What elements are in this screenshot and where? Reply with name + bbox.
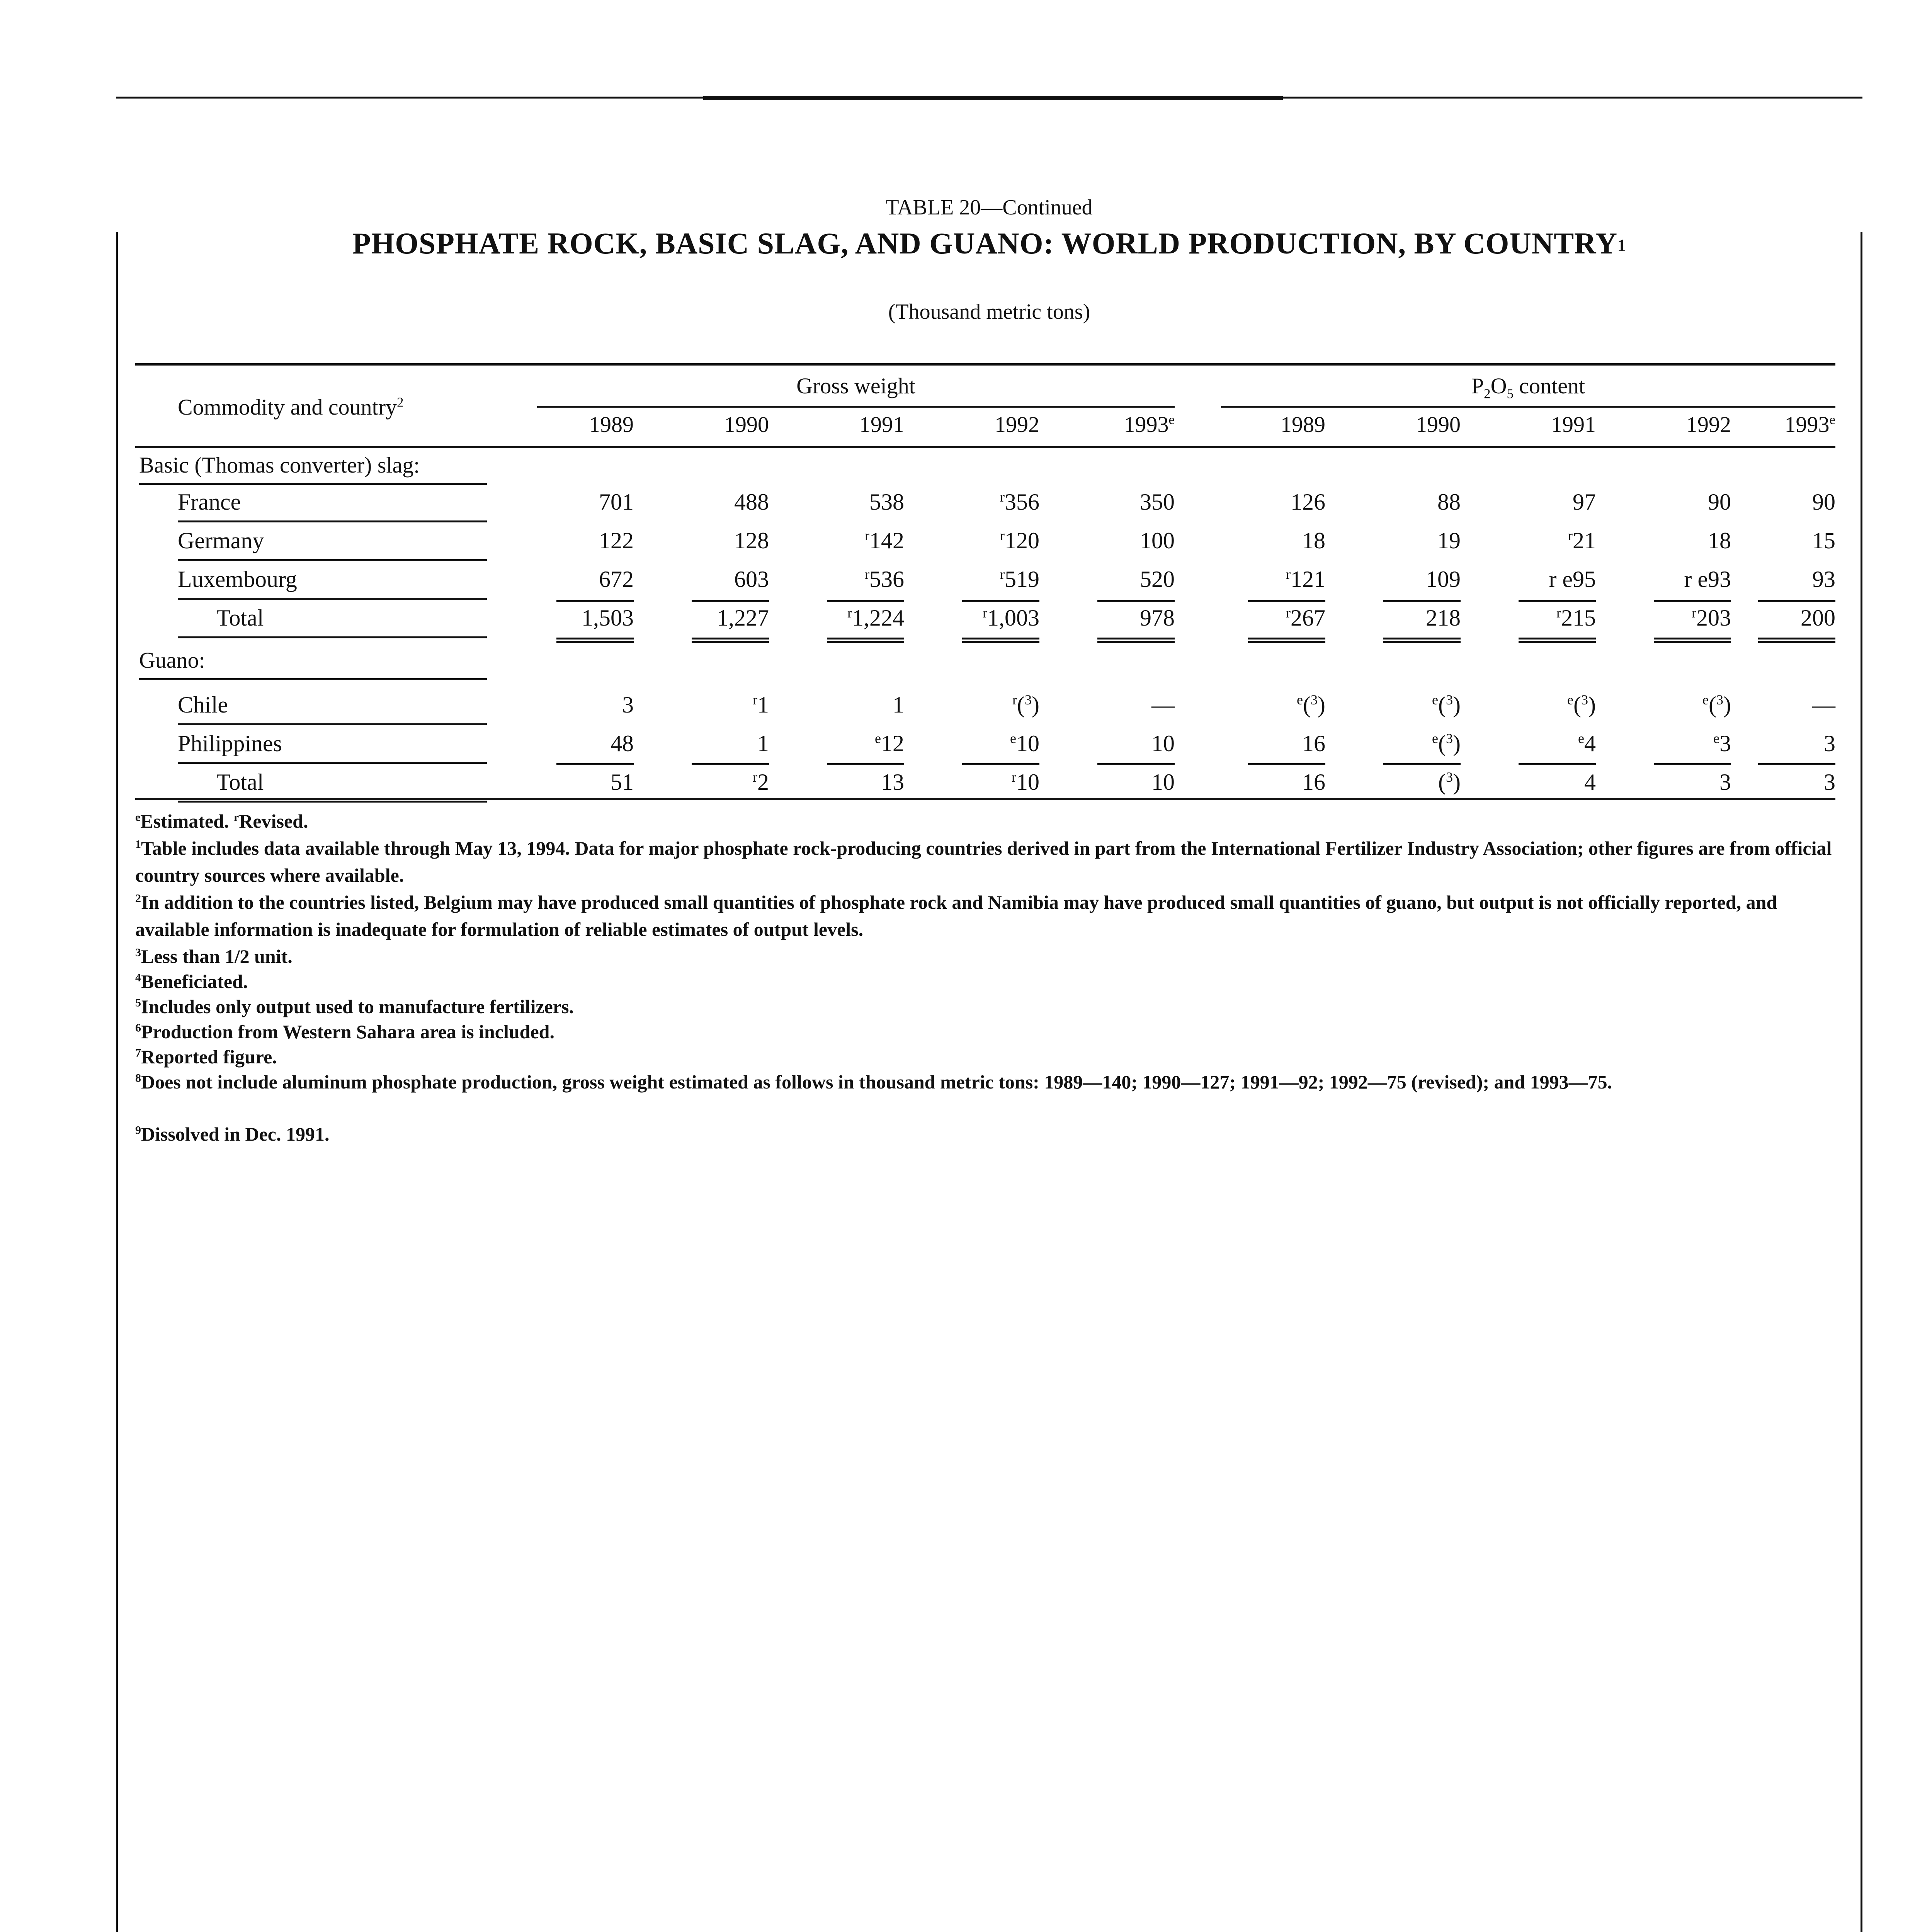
gross-weight-header: Gross weight — [796, 373, 915, 398]
subtotal-rule — [1097, 600, 1175, 602]
total-double-rule — [556, 638, 634, 643]
table-cell: 10 — [1151, 769, 1175, 795]
year-header: 1991 — [1551, 412, 1596, 437]
table-cell: r e95 — [1549, 566, 1596, 592]
table-cell: $^e$($^3$) — [1702, 692, 1731, 718]
table-cell: $^r$1,003 — [983, 605, 1039, 631]
table-cell: 10 — [1151, 731, 1175, 756]
table-cell: $^r$267 — [1286, 605, 1325, 631]
total-double-rule — [1097, 638, 1175, 643]
table-cell: 3 — [1824, 731, 1835, 756]
p2o5-p: P — [1471, 373, 1484, 398]
table-cell: 350 — [1140, 489, 1175, 515]
table-cell: 218 — [1426, 605, 1461, 631]
subtotal-rule — [1248, 763, 1325, 765]
subtotal-rule — [1519, 600, 1596, 602]
table-cell: 15 — [1812, 528, 1835, 553]
guano-row-label: Philippines — [178, 731, 282, 756]
table-cell: 3 — [1719, 769, 1731, 795]
total-double-rule — [962, 638, 1039, 643]
table-label: TABLE 20—Continued — [886, 196, 1093, 219]
subtotal-rule — [1383, 600, 1461, 602]
table-cell: 4 — [1584, 769, 1596, 795]
year-header: 1993e — [1784, 412, 1835, 437]
subtotal-rule — [1383, 763, 1461, 765]
table-cell: $^r$1 — [753, 692, 769, 718]
table-cell: 603 — [734, 566, 769, 592]
table-cell: 18 — [1302, 528, 1325, 553]
table-cell: 97 — [1573, 489, 1596, 515]
right-side-rule — [1861, 232, 1862, 1932]
row-label-rule — [178, 520, 487, 522]
table-cell: 122 — [599, 528, 634, 553]
table-cell: $^r$203 — [1692, 605, 1731, 631]
subtotal-rule — [962, 600, 1039, 602]
year-header: 1989 — [1281, 412, 1325, 437]
table-cell: $^e$10 — [1010, 731, 1039, 756]
footnote: $^1$Table includes data available through May 13, 1994. Data for major phosphate rock-producing countries derived in part from the International Fertilizer Industry Association; other figures are from official country sources where available. — [135, 837, 1832, 886]
row-label-rule — [178, 762, 487, 764]
gross-group-rule — [537, 406, 1175, 408]
subtotal-rule — [1654, 763, 1731, 765]
table-cell: 3 — [622, 692, 634, 718]
p2o5-sub1: 2 — [1484, 386, 1491, 401]
table-cell: 1,227 — [717, 605, 769, 631]
table-cell: $^e$($^3$) — [1297, 692, 1325, 718]
row-label-rule — [178, 636, 487, 638]
table-cell: 48 — [611, 731, 634, 756]
table-cell: 128 — [734, 528, 769, 553]
subtotal-rule — [1758, 763, 1835, 765]
year-header: 1992 — [995, 412, 1039, 437]
table-cell: 90 — [1812, 489, 1835, 515]
stub-header-footnote-ref: 2 — [397, 395, 404, 410]
subtotal-rule — [962, 763, 1039, 765]
table-cell: $^r$10 — [1012, 769, 1039, 795]
table-cell: 13 — [881, 769, 904, 795]
table-cell: 672 — [599, 566, 634, 592]
header-bottom-rule — [135, 446, 1835, 448]
table-cell: $^e$($^3$) — [1567, 692, 1596, 718]
year-header: 1989 — [589, 412, 634, 437]
table-cell: 100 — [1140, 528, 1175, 553]
table-cell: 16 — [1302, 769, 1325, 795]
stub-header — [178, 394, 403, 420]
year-header: 1991 — [859, 412, 904, 437]
table-cell: — — [1151, 692, 1175, 718]
row-label-rule — [178, 801, 487, 803]
subtotal-rule — [692, 763, 769, 765]
table-cell: $^r$121 — [1286, 566, 1325, 592]
subtotal-rule — [1519, 763, 1596, 765]
table-cell: 18 — [1708, 528, 1731, 553]
year-header: 1993e — [1124, 412, 1175, 437]
table-title-footnote-ref: 1 — [1617, 236, 1626, 255]
table-cell: 200 — [1801, 605, 1835, 631]
row-label-rule — [178, 559, 487, 561]
table-cell: $^r$($^3$) — [1012, 692, 1039, 718]
table-cell: 88 — [1437, 489, 1461, 515]
p2o5-suffix: content — [1513, 373, 1585, 398]
table-cell: 701 — [599, 489, 634, 515]
subtotal-rule — [1097, 763, 1175, 765]
table-cell: $^r$1,224 — [847, 605, 904, 631]
table-cell: — — [1812, 692, 1835, 718]
table-cell: 1,503 — [582, 605, 634, 631]
slag-row-label: Luxembourg — [178, 566, 297, 592]
footnote: $^4$Beneficiated. — [135, 971, 248, 992]
table-cell: $^r$21 — [1568, 528, 1596, 553]
total-double-rule — [1654, 638, 1731, 643]
total-double-rule — [692, 638, 769, 643]
total-double-rule — [1248, 638, 1325, 643]
table-title-text: PHOSPHATE ROCK, BASIC SLAG, AND GUANO: WORLD PRODUCTION, BY COUNTRY — [352, 226, 1618, 260]
table-title — [116, 226, 1862, 261]
table-cell: 51 — [611, 769, 634, 795]
year-header: 1992 — [1686, 412, 1731, 437]
table-cell: $^r$142 — [865, 528, 904, 553]
section-rule — [139, 678, 487, 680]
footnote: $^8$Does not include aluminum phosphate production, gross weight estimated as follows in thousand metric tons: 1989—140; 1990—127; 1991—92; 1992—75 (revised); and 1993—75. — [135, 1071, 1612, 1093]
table-cell: 538 — [869, 489, 904, 515]
table-cell: 126 — [1291, 489, 1325, 515]
footnote: $^e$Estimated. $^r$Revised. — [135, 810, 308, 832]
row-label-rule — [178, 598, 487, 600]
p2o5-sub2: 5 — [1507, 386, 1514, 401]
row-label-rule — [178, 723, 487, 725]
stub-header-text: Commodity and country — [178, 395, 397, 420]
table-cell: 109 — [1426, 566, 1461, 592]
total-double-rule — [1519, 638, 1596, 643]
table-cell: ($^3$) — [1438, 769, 1461, 795]
footnote: $^2$In addition to the countries listed, Belgium may have produced small quantities of phosphate rock and Namibia may have produced small quantities of guano, but output is not officially reported, and available information is inadequate for formulation of reliable estimates of output levels. — [135, 891, 1777, 940]
table-cell: 93 — [1812, 566, 1835, 592]
total-double-rule — [827, 638, 904, 643]
table-cell: $^e$3 — [1713, 731, 1731, 756]
year-header: 1990 — [1416, 412, 1461, 437]
slag-row-label: Total — [216, 605, 264, 631]
guano-row-label: Total — [216, 769, 264, 795]
subtotal-rule — [1654, 600, 1731, 602]
table-cell: 16 — [1302, 731, 1325, 756]
footnote: $^7$Reported figure. — [135, 1046, 277, 1068]
section-rule — [139, 483, 487, 485]
footnote: $^9$Dissolved in Dec. 1991. — [135, 1123, 330, 1145]
section-label-slag: Basic (Thomas converter) slag: — [139, 452, 420, 478]
table-cell: 1 — [893, 692, 904, 718]
footnote: $^3$Less than 1/2 unit. — [135, 946, 293, 967]
subtotal-rule — [556, 600, 634, 602]
year-header: 1990 — [724, 412, 769, 437]
table-units: (Thousand metric tons) — [888, 300, 1090, 324]
table-cell: $^r$120 — [1000, 528, 1039, 553]
table-cell: 520 — [1140, 566, 1175, 592]
table-cell: $^r$215 — [1556, 605, 1596, 631]
table-cell: 488 — [734, 489, 769, 515]
table-cell: $^e$($^3$) — [1432, 731, 1461, 756]
subtotal-rule — [827, 763, 904, 765]
table-cell: $^r$536 — [865, 566, 904, 592]
guano-row-label: Chile — [178, 692, 228, 718]
table-cell: 1 — [757, 731, 769, 756]
table-cell: 3 — [1824, 769, 1835, 795]
table-cell: r e93 — [1684, 566, 1731, 592]
p2o5-content-header — [1221, 373, 1835, 402]
subtotal-rule — [1758, 600, 1835, 602]
section-label-guano: Guano: — [139, 648, 205, 673]
slag-row-label: Germany — [178, 528, 264, 553]
table-cell: 978 — [1140, 605, 1175, 631]
footnote: $^6$Production from Western Sahara area is included. — [135, 1021, 554, 1043]
subtotal-rule — [556, 763, 634, 765]
table-cell: $^e$12 — [875, 731, 904, 756]
p2o5-o: O — [1490, 373, 1507, 398]
subtotal-rule — [827, 600, 904, 602]
total-double-rule — [1758, 638, 1835, 643]
table-bottom-rule — [135, 798, 1835, 800]
slag-row-label: France — [178, 489, 241, 515]
header-top-rule — [135, 363, 1835, 366]
top-rule-accent — [703, 96, 1283, 100]
total-double-rule — [1383, 638, 1461, 643]
subtotal-rule — [692, 600, 769, 602]
left-side-rule — [116, 232, 118, 1932]
table-cell: $^e$4 — [1578, 731, 1596, 756]
table-cell: $^r$356 — [1000, 489, 1039, 515]
subtotal-rule — [1248, 600, 1325, 602]
footnote: $^5$Includes only output used to manufacture fertilizers. — [135, 996, 574, 1017]
table-cell: $^r$519 — [1000, 566, 1039, 592]
table-cell: 19 — [1437, 528, 1461, 553]
table-cell: 90 — [1708, 489, 1731, 515]
table-cell: $^e$($^3$) — [1432, 692, 1461, 718]
table-cell: $^r$2 — [753, 769, 769, 795]
p2o5-group-rule — [1221, 406, 1835, 408]
